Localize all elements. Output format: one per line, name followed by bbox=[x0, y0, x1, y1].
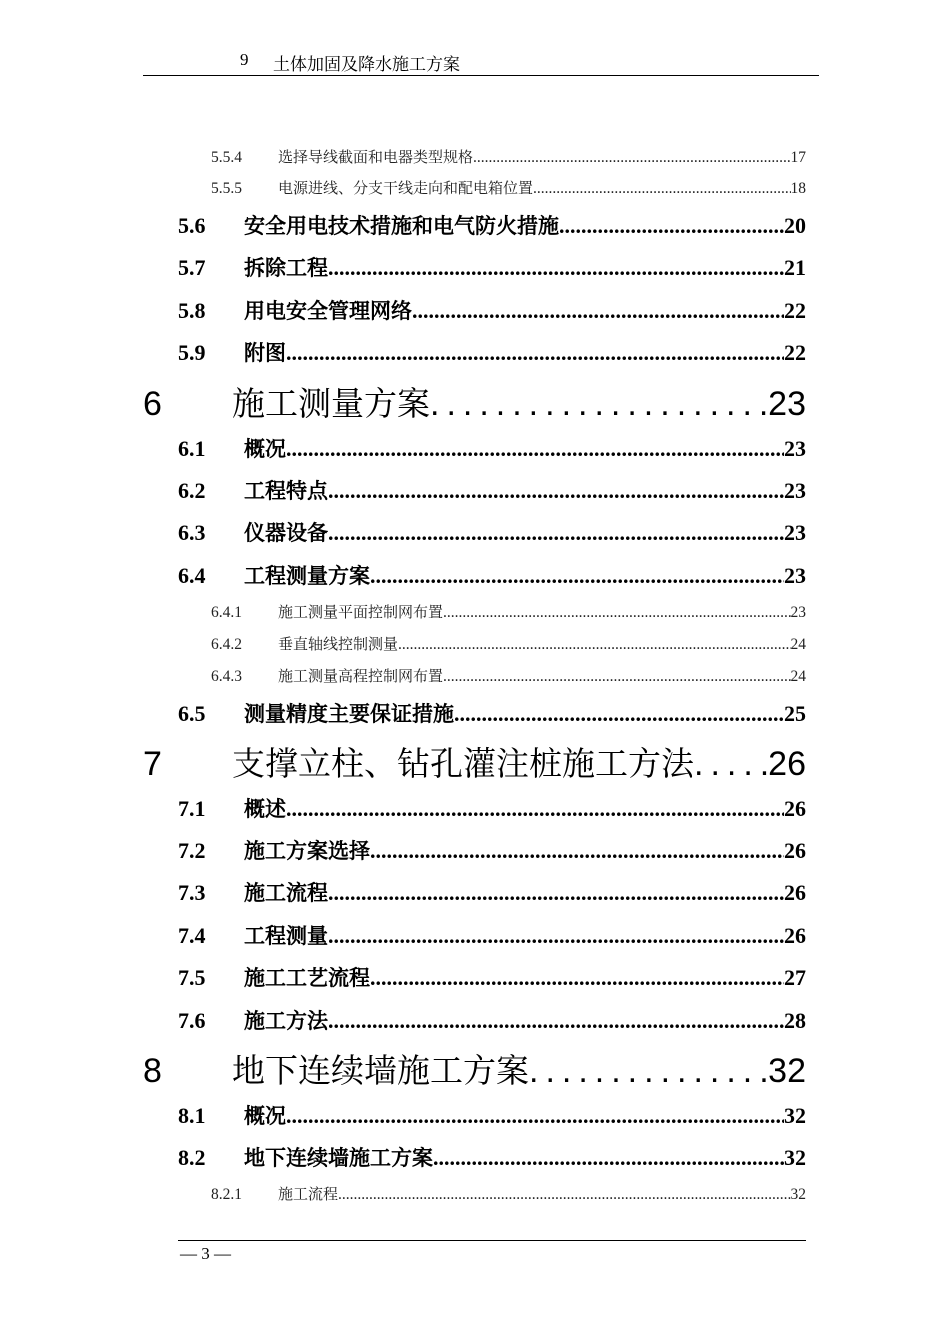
toc-entry-title: 测量精度主要保证措施 bbox=[244, 702, 454, 726]
toc-entry-level2[interactable] bbox=[178, 962, 806, 992]
toc-entry-level2[interactable] bbox=[178, 877, 806, 907]
toc-dot-leader bbox=[286, 796, 784, 822]
toc-entry-title: 支撑立柱、钻孔灌注桩施工方法 bbox=[232, 744, 694, 783]
toc-entry-number: 8.2 bbox=[178, 1145, 206, 1170]
toc-dot-leader bbox=[370, 563, 784, 589]
toc-entry-level2[interactable] bbox=[178, 920, 806, 950]
toc-entry-level1[interactable] bbox=[143, 378, 806, 425]
toc-entry-number: 5.8 bbox=[178, 298, 206, 323]
toc-entry-title: 施工测量平面控制网布置 bbox=[278, 603, 444, 621]
toc-entry-title: 施工测量方案 bbox=[232, 384, 430, 423]
toc-entry-number: 7.4 bbox=[178, 923, 206, 948]
toc-entry-title: 工程特点 bbox=[244, 479, 328, 503]
toc-dot-leader bbox=[433, 1145, 784, 1171]
toc-entry-page: 23 bbox=[784, 436, 806, 461]
toc-entry-level2[interactable] bbox=[178, 210, 806, 240]
toc-entry-page: 26 bbox=[784, 880, 806, 905]
toc-dot-leader bbox=[328, 880, 784, 906]
toc-entry-title: 地下连续墙施工方案 bbox=[244, 1146, 433, 1170]
toc-entry-title: 拆除工程 bbox=[244, 256, 328, 280]
toc-entry-title: 用电安全管理网络 bbox=[244, 299, 412, 323]
toc-dot-leader bbox=[443, 604, 790, 622]
toc-entry-level3[interactable] bbox=[211, 1183, 806, 1204]
toc-entry-page: 18 bbox=[790, 180, 806, 197]
toc-entry-page: 21 bbox=[784, 255, 806, 280]
toc-entry-number: 7.6 bbox=[178, 1008, 206, 1033]
toc-entry-title: 施工流程 bbox=[244, 881, 328, 905]
toc-entry-page: 20 bbox=[784, 213, 806, 238]
toc-entry-number: 7.1 bbox=[178, 796, 206, 821]
toc-entry-level1[interactable] bbox=[143, 738, 806, 785]
toc-entry-title: 概述 bbox=[244, 797, 286, 821]
toc-entry-number: 7.5 bbox=[178, 965, 206, 990]
toc-entry-number: 8.1 bbox=[178, 1103, 206, 1128]
toc-entry-level2[interactable] bbox=[178, 1005, 806, 1035]
toc-entry-page: 32 bbox=[784, 1145, 806, 1170]
footer-page-number: — 3 — bbox=[180, 1244, 231, 1263]
toc-entry-page: 23 bbox=[790, 604, 806, 621]
toc-dot-leader bbox=[473, 149, 790, 167]
toc-entry-title: 地下连续墙施工方案 bbox=[232, 1051, 529, 1090]
toc-entry-level2[interactable] bbox=[178, 560, 806, 590]
toc-dot-leader bbox=[328, 923, 784, 949]
header-chapter-number: 9 bbox=[240, 50, 249, 69]
toc-entry-number: 8.2.1 bbox=[211, 1186, 242, 1203]
toc-entry-page: 23 bbox=[768, 385, 806, 423]
toc-entry-level2[interactable] bbox=[178, 295, 806, 325]
toc-entry-level3[interactable] bbox=[211, 146, 806, 167]
toc-entry-number: 6.4.3 bbox=[211, 668, 242, 685]
toc-entry-title: 概况 bbox=[244, 437, 286, 461]
toc-entry-number: 5.5.5 bbox=[211, 180, 242, 197]
toc-entry-page: 32 bbox=[790, 1186, 806, 1203]
footer-divider bbox=[178, 1240, 806, 1241]
toc-dot-leader bbox=[338, 1186, 790, 1204]
toc-entry-title: 仪器设备 bbox=[244, 521, 328, 545]
toc-entry-level3[interactable] bbox=[211, 633, 806, 654]
toc-entry-number: 6.3 bbox=[178, 520, 206, 545]
toc-entry-level3[interactable] bbox=[211, 665, 806, 686]
toc-entry-level3[interactable] bbox=[211, 601, 806, 622]
toc-entry-level2[interactable] bbox=[178, 517, 806, 547]
toc-dot-leader bbox=[430, 385, 768, 424]
toc-dot-leader bbox=[533, 180, 790, 198]
toc-entry-page: 22 bbox=[784, 298, 806, 323]
toc-entry-number: 5.5.4 bbox=[211, 149, 242, 166]
page-header bbox=[143, 50, 819, 76]
toc-entry-page: 26 bbox=[784, 838, 806, 863]
toc-entry-number: 7.3 bbox=[178, 880, 206, 905]
toc-dot-leader bbox=[694, 745, 768, 784]
toc-entry-title: 施工方法 bbox=[244, 1009, 328, 1033]
toc-entry-level2[interactable] bbox=[178, 475, 806, 505]
toc-dot-leader bbox=[328, 520, 784, 546]
toc-entry-number: 7.2 bbox=[178, 838, 206, 863]
toc-entry-page: 22 bbox=[784, 340, 806, 365]
toc-entry-number: 6.4.2 bbox=[211, 636, 242, 653]
toc-entry-title: 工程测量 bbox=[244, 924, 328, 948]
toc-dot-leader bbox=[286, 340, 784, 366]
toc-entry-page: 28 bbox=[784, 1008, 806, 1033]
header-chapter-title: 土体加固及降水施工方案 bbox=[273, 55, 460, 75]
toc-entry-level3[interactable] bbox=[211, 177, 806, 198]
toc-entry-level2[interactable] bbox=[178, 1100, 806, 1130]
toc-entry-title: 安全用电技术措施和电气防火措施 bbox=[244, 214, 559, 238]
toc-entry-title: 施工方案选择 bbox=[244, 839, 370, 863]
toc-entry-level2[interactable] bbox=[178, 433, 806, 463]
toc-entry-title: 电源进线、分支干线走向和配电箱位置 bbox=[278, 179, 534, 197]
toc-entry-level2[interactable] bbox=[178, 1142, 806, 1172]
toc-entry-number: 8 bbox=[143, 1052, 162, 1090]
toc-entry-level2[interactable] bbox=[178, 793, 806, 823]
toc-entry-number: 5.9 bbox=[178, 340, 206, 365]
toc-entry-page: 23 bbox=[784, 478, 806, 503]
toc-entry-level2[interactable] bbox=[178, 252, 806, 282]
toc-entry-title: 附图 bbox=[244, 341, 286, 365]
toc-dot-leader bbox=[370, 965, 784, 991]
toc-entry-page: 24 bbox=[790, 668, 806, 685]
toc-entry-number: 6.4.1 bbox=[211, 604, 242, 621]
toc-dot-leader bbox=[559, 213, 784, 239]
toc-dot-leader bbox=[286, 436, 784, 462]
toc-entry-title: 垂直轴线控制测量 bbox=[278, 635, 399, 653]
toc-entry-title: 施工流程 bbox=[278, 1185, 339, 1203]
toc-entry-level2[interactable] bbox=[178, 337, 806, 367]
toc-entry-number: 6.5 bbox=[178, 701, 206, 726]
toc-entry-level2[interactable] bbox=[178, 698, 806, 728]
toc-entry-page: 25 bbox=[784, 701, 806, 726]
toc-entry-page: 32 bbox=[784, 1103, 806, 1128]
toc-dot-leader bbox=[454, 701, 784, 727]
toc-entry-page: 26 bbox=[768, 745, 806, 783]
toc-dot-leader bbox=[398, 636, 790, 654]
toc-entry-number: 6 bbox=[143, 385, 162, 423]
toc-dot-leader bbox=[529, 1052, 768, 1091]
toc-dot-leader bbox=[443, 668, 790, 686]
toc-entry-number: 6.4 bbox=[178, 563, 206, 588]
toc-dot-leader bbox=[328, 1008, 784, 1034]
toc-dot-leader bbox=[328, 478, 784, 504]
toc-entry-page: 26 bbox=[784, 796, 806, 821]
toc-entry-title: 施工工艺流程 bbox=[244, 966, 370, 990]
toc-entry-page: 24 bbox=[790, 636, 806, 653]
toc-entry-title: 工程测量方案 bbox=[244, 564, 370, 588]
toc-entry-title: 施工测量高程控制网布置 bbox=[278, 667, 444, 685]
toc-entry-level1[interactable] bbox=[143, 1045, 806, 1092]
toc-entry-number: 5.7 bbox=[178, 255, 206, 280]
toc-entry-page: 23 bbox=[784, 520, 806, 545]
toc-entry-title: 选择导线截面和电器类型规格 bbox=[278, 148, 474, 166]
toc-entry-title: 概况 bbox=[244, 1104, 286, 1128]
toc-entry-page: 17 bbox=[790, 149, 806, 166]
toc-entry-page: 26 bbox=[784, 923, 806, 948]
toc-entry-number: 7 bbox=[143, 745, 162, 783]
toc-dot-leader bbox=[328, 255, 784, 281]
toc-entry-page: 23 bbox=[784, 563, 806, 588]
toc-dot-leader bbox=[286, 1103, 784, 1129]
toc-entry-number: 6.2 bbox=[178, 478, 206, 503]
toc-entry-number: 6.1 bbox=[178, 436, 206, 461]
toc-entry-page: 32 bbox=[768, 1052, 806, 1090]
toc-dot-leader bbox=[412, 298, 784, 324]
toc-entry-level2[interactable] bbox=[178, 835, 806, 865]
toc-entry-page: 27 bbox=[784, 965, 806, 990]
toc-dot-leader bbox=[370, 838, 784, 864]
toc-entry-number: 5.6 bbox=[178, 213, 206, 238]
